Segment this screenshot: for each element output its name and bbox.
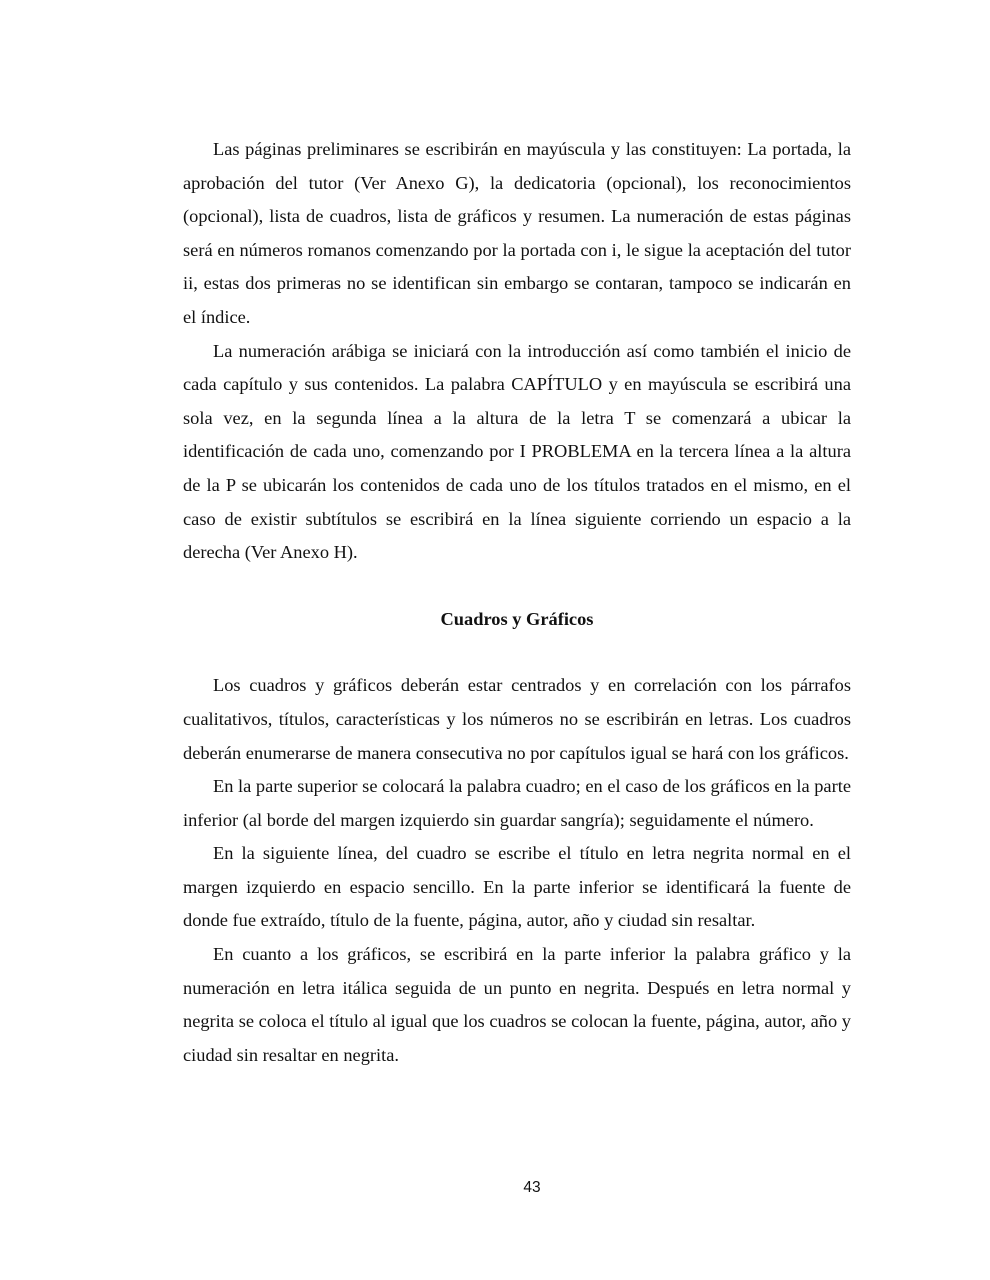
page-number: 43 <box>523 1179 541 1196</box>
paragraph-chart-numbering: En cuanto a los gráficos, se escribirá en la parte inferior la palabra gráfico y la numeración en letra itálica seguida de un punto en negrita. Después en letra normal y negrita se coloca el título al igual que los cuadros se colocan la fuente, página, autor, año y ciudad sin resaltar en negrita. <box>183 944 851 1065</box>
spacer <box>183 570 851 603</box>
paragraph-arabic-numbering: La numeración arábiga se iniciará con la introducción así como también el inicio de cada capítulo y sus contenidos. La palabra CAPÍTULO y en mayúscula se escribirá una sola vez, en la segunda línea a la altura de la letra T se comenzará a ubicar la identificación de cada uno, comenzando por I PROBLEMA en la tercera línea a la altura de la P se ubicarán los contenidos de cada uno de los títulos tratados en el mismo, en el caso de existir subtítulos se escribirá en la línea siguiente corriendo un espacio a la derecha (Ver Anexo H). <box>183 340 851 563</box>
paragraph-table-title: En la siguiente línea, del cuadro se escribe el título en letra negrita normal en el margen izquierdo en espacio sencillo. En la parte inferior se identificará la fuente de donde fue extraído, título de la fuente, página, autor, año y ciudad sin resaltar. <box>183 843 851 931</box>
section-heading: Cuadros y Gráficos <box>440 608 594 629</box>
paragraph-label-placement: En la parte superior se colocará la palabra cuadro; en el caso de los gráficos en la parte inferior (al borde del margen izquierdo sin guardar sangría); seguidamente el número. <box>183 776 851 830</box>
body-text <box>183 133 851 1072</box>
paragraph-preliminary-pages: Las páginas preliminares se escribirán en mayúscula y las constituyen: La portada, la aprobación del tutor (Ver Anexo G), la dedicatoria (opcional), los reconocimientos (opcional), lista de cuadros, lista de gráficos y resumen. La numeración de estas páginas será en números romanos comenzando por la portada con i, le sigue la aceptación del tutor ii, estas dos primeras no se identifican sin embargo se contaran, tampoco se indicarán en el índice. <box>183 139 851 327</box>
paragraph-tables-charts-centered: Los cuadros y gráficos deberán estar centrados y en correlación con los párrafos cualitativos, títulos, características y los números no se escribirán en letras. Los cuadros deberán enumerarse de manera consecutiva no por capítulos igual se hará con los gráficos. <box>183 675 851 763</box>
spacer <box>183 636 851 669</box>
